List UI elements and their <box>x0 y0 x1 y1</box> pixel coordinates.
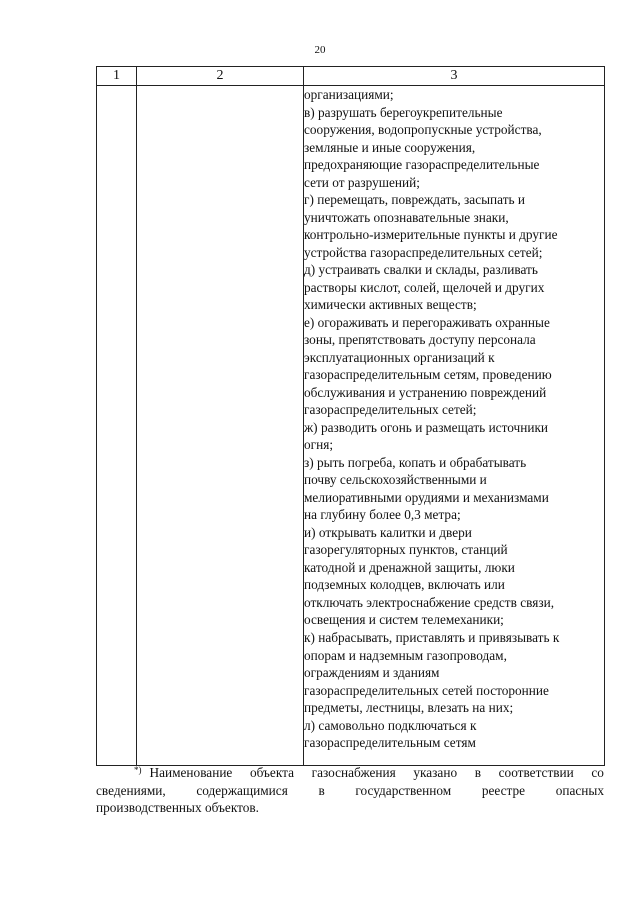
text-line: ограждениям и зданиям <box>304 665 440 681</box>
text-line: огня; <box>304 437 334 453</box>
text-line: на глубину более 0,3 метра; <box>304 507 461 523</box>
footnote-word: государственном <box>355 782 452 798</box>
text-line: сооружения, водопропускные устройства, <box>304 122 542 138</box>
footnote-line-2 <box>96 782 604 800</box>
footnote <box>96 764 604 817</box>
text-line: л) самовольно подключаться к <box>304 717 477 733</box>
footnote-word: Наименование <box>149 765 233 780</box>
text-line: устройства газораспределительных сетей; <box>304 244 543 260</box>
footnote-word: содержащимися <box>196 782 288 798</box>
text-line: предметы, лестницы, влезать на них; <box>304 700 514 716</box>
text-line: зоны, препятствовать доступу персонала <box>304 332 536 348</box>
text-line: подземных колодцев, включать или <box>304 577 505 593</box>
text-line: освещения и систем телемеханики; <box>304 612 504 628</box>
text-line: в) разрушать берегоукрепительные <box>304 104 503 120</box>
text-line: к) набрасывать, приставлять и привязывать к <box>304 629 560 645</box>
table-cell-col2 <box>137 86 304 766</box>
text-line: ж) разводить огонь и размещать источники <box>304 419 549 435</box>
restrictions-table <box>96 66 605 766</box>
text-line: организациями; <box>304 87 394 102</box>
footnote-word: соответствии <box>498 765 574 780</box>
table-cell-col3 <box>304 86 605 766</box>
text-line: контрольно-измерительные пункты и другие <box>304 227 558 243</box>
footnote-word: опасных <box>555 782 604 798</box>
footnote-word: объекта <box>249 765 294 780</box>
footnote-marker: *) <box>134 765 142 775</box>
text-line: мелиоративными орудиями и механизмами <box>304 489 549 505</box>
footnote-word: в <box>474 765 482 780</box>
text-line: эксплуатационных организаций к <box>304 349 495 365</box>
table-cell-col1 <box>97 86 137 766</box>
text-line: сети от разрушений; <box>304 174 420 190</box>
text-line: и) открывать калитки и двери <box>304 524 472 540</box>
table-header-row <box>97 67 605 86</box>
footnote-word: газоснабжения <box>311 765 396 780</box>
text-line: з) рыть погреба, копать и обрабатывать <box>304 454 527 470</box>
text-line: предохраняющие газораспределительные <box>304 157 540 173</box>
text-line: газораспределительным сетям, проведению <box>304 367 552 383</box>
text-line: уничтожать опознавательные знаки, <box>304 209 509 225</box>
text-line: д) устраивать свалки и склады, разливать <box>304 262 538 278</box>
footnote-line-3: производственных объектов. <box>96 800 259 815</box>
footnote-word: в <box>318 782 325 798</box>
text-line: обслуживания и устранению повреждений <box>304 384 547 400</box>
footnote-word: сведениями, <box>96 782 166 798</box>
column-header-3: 3 <box>304 67 605 86</box>
page-number: 20 <box>314 44 326 56</box>
text-line: газораспределительных сетей посторонние <box>304 682 549 698</box>
footnote-line-1 <box>96 764 604 782</box>
text-line: г) перемещать, повреждать, засыпать и <box>304 192 526 208</box>
text-line: опорам и надземным газопроводам, <box>304 647 507 663</box>
text-line: растворы кислот, солей, щелочей и других <box>304 279 545 295</box>
text-line: земляные и иные сооружения, <box>304 139 476 155</box>
table-row <box>97 86 605 766</box>
column-header-2: 2 <box>137 67 304 86</box>
footnote-word: со <box>591 765 604 780</box>
text-line: катодной и дренажной защиты, люки <box>304 559 515 575</box>
footnote-lead <box>134 764 232 782</box>
text-line: газораспределительных сетей; <box>304 402 477 418</box>
text-line: газораспределительным сетям <box>304 735 476 751</box>
text-line: химически активных веществ; <box>304 297 477 313</box>
footnote-word: реестре <box>481 782 526 798</box>
footnote-word: указано <box>413 765 458 780</box>
text-line: почву сельскохозяйственными и <box>304 472 487 488</box>
text-line: отключать электроснабжение средств связи, <box>304 594 555 610</box>
column-header-1: 1 <box>97 67 137 86</box>
text-line: е) огораживать и перегораживать охранные <box>304 314 550 330</box>
text-line: газорегуляторных пунктов, станций <box>304 542 508 558</box>
